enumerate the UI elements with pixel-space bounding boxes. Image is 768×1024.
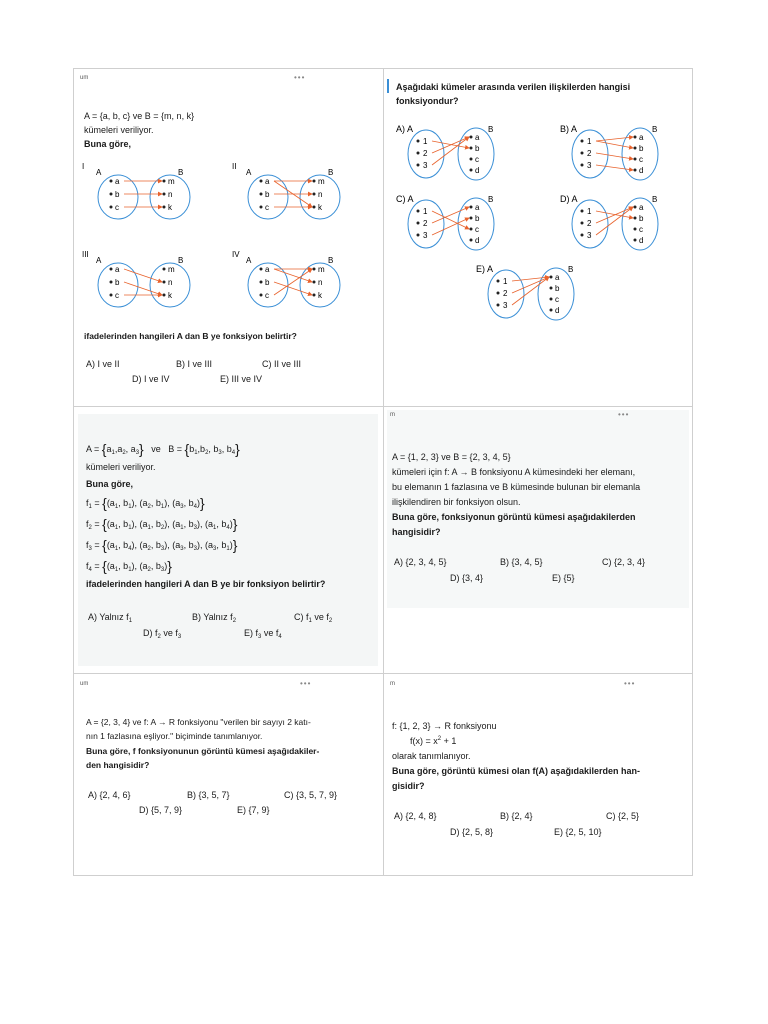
relation-diagrams bbox=[80, 155, 380, 325]
card-tag: m bbox=[390, 412, 395, 418]
more-icon[interactable]: ••• bbox=[300, 679, 312, 688]
question-line-1: Buna göre, görüntü kümesi olan f(A) aşağıdakilerden han- bbox=[392, 766, 641, 776]
description-line-3: ilişkilendiren bir fonksiyon olsun. bbox=[392, 497, 521, 507]
element-dot bbox=[313, 268, 316, 271]
element-b: n bbox=[318, 278, 323, 287]
element-dot bbox=[110, 268, 113, 271]
option-a[interactable]: A) {2, 4, 6} bbox=[88, 790, 131, 800]
element-dot bbox=[110, 180, 113, 183]
element-dot bbox=[470, 158, 473, 161]
element-b: n bbox=[318, 190, 323, 199]
element-dot bbox=[634, 158, 637, 161]
element-dot bbox=[417, 140, 420, 143]
card-tag: um bbox=[80, 75, 89, 81]
option-d[interactable]: D) {3, 4} bbox=[450, 573, 484, 583]
element-dot bbox=[470, 239, 473, 242]
element-b: b bbox=[639, 144, 644, 153]
element-b: d bbox=[639, 166, 644, 175]
option-label[interactable]: B) A bbox=[560, 124, 578, 134]
set-b-label: B bbox=[652, 125, 658, 134]
option-d[interactable]: D) I ve IV bbox=[132, 374, 170, 384]
element-dot bbox=[163, 193, 166, 196]
element-dot bbox=[260, 206, 263, 209]
element-a: b bbox=[265, 278, 270, 287]
element-dot bbox=[110, 294, 113, 297]
option-label[interactable]: E) A bbox=[476, 264, 494, 274]
element-a: c bbox=[115, 203, 119, 212]
option-e[interactable]: E) {2, 5, 10} bbox=[554, 827, 602, 837]
column-divider bbox=[383, 68, 384, 876]
element-b: d bbox=[475, 236, 480, 245]
set-definition: A = {1, 2, 3} ve B = {2, 3, 4, 5} bbox=[392, 452, 511, 462]
set-b-label: B bbox=[178, 168, 184, 177]
card-background bbox=[387, 410, 689, 608]
option-c[interactable]: C) II ve III bbox=[262, 359, 302, 369]
mapping-arrow bbox=[596, 211, 633, 218]
element-dot bbox=[163, 294, 166, 297]
element-b: a bbox=[475, 133, 480, 142]
element-a: 1 bbox=[423, 137, 428, 146]
element-dot bbox=[260, 281, 263, 284]
option-a[interactable]: A) I ve II bbox=[86, 359, 120, 369]
mapping-arrow bbox=[124, 269, 162, 282]
element-a: b bbox=[115, 190, 120, 199]
element-b: d bbox=[475, 166, 480, 175]
element-a: 3 bbox=[423, 161, 428, 170]
element-b: c bbox=[475, 155, 479, 164]
set-a-label: A bbox=[96, 168, 102, 177]
function-f1: $f_1 = \{(a_1$, $b_1$), ($a_2$, $b_1$), ($a_3$, $b_4$)} bbox=[86, 495, 205, 511]
element-a: 1 bbox=[587, 207, 592, 216]
option-c[interactable]: C) {3, 5, 7, 9} bbox=[284, 790, 338, 800]
element-b: b bbox=[475, 214, 480, 223]
element-dot bbox=[581, 234, 584, 237]
buna-gore: Buna göre, bbox=[84, 139, 132, 149]
element-b: c bbox=[475, 225, 479, 234]
description-line: olarak tanımlanıyor. bbox=[392, 751, 471, 761]
element-b: b bbox=[639, 214, 644, 223]
function-f2: $f_2 = \{(a_1$, $b_1$), ($a_1$, $b_2$), ($a_1$, $b_3$), ($a_1$, $b_4$)} bbox=[86, 516, 238, 532]
option-b[interactable]: B) I ve III bbox=[176, 359, 213, 369]
element-dot bbox=[550, 287, 553, 290]
set-definition: $A = \{a_1,a_2$, $a_3$} ve $B = \{b_1,b_2$, $b_3$, $b_4$} bbox=[86, 441, 240, 457]
element-dot bbox=[417, 152, 420, 155]
option-a[interactable]: A) {2, 3, 4, 5} bbox=[394, 557, 447, 567]
element-a: 2 bbox=[587, 149, 592, 158]
element-b: k bbox=[168, 203, 172, 212]
question-line-2: den hangisidir? bbox=[86, 760, 150, 770]
element-dot bbox=[550, 298, 553, 301]
element-b: b bbox=[555, 284, 560, 293]
element-dot bbox=[497, 280, 500, 283]
element-dot bbox=[260, 268, 263, 271]
element-dot bbox=[581, 210, 584, 213]
element-dot bbox=[470, 147, 473, 150]
element-a: 2 bbox=[503, 289, 508, 298]
row-divider-1 bbox=[73, 406, 693, 407]
description-line-1: kümeleri için f: A → B fonksiyonu A kümesindeki her elemanı, bbox=[392, 467, 636, 477]
element-b: k bbox=[168, 291, 172, 300]
mapping-arrow bbox=[596, 165, 633, 170]
question-text: ifadelerinden hangileri A dan B ye bir fonksiyon belirtir? bbox=[86, 579, 326, 589]
function-definition: f: {1, 2, 3} → R fonksiyonu bbox=[392, 721, 497, 731]
element-a: 3 bbox=[587, 231, 592, 240]
element-dot bbox=[163, 180, 166, 183]
element-dot bbox=[634, 206, 637, 209]
function-formula: $f(x) = x^2 + 1$ bbox=[410, 736, 457, 746]
element-b: m bbox=[168, 177, 175, 186]
option-a[interactable]: A) {2, 4, 8} bbox=[394, 811, 437, 821]
element-a: c bbox=[265, 203, 269, 212]
element-a: 3 bbox=[423, 231, 428, 240]
more-icon[interactable]: ••• bbox=[294, 73, 306, 82]
element-a: 2 bbox=[587, 219, 592, 228]
element-dot bbox=[313, 206, 316, 209]
question-line-1: Buna göre, fonksiyonun görüntü kümesi aşağıdakilerden bbox=[392, 512, 636, 522]
mapping-arrow bbox=[432, 141, 469, 148]
element-dot bbox=[313, 193, 316, 196]
option-b[interactable]: B) {3, 4, 5} bbox=[500, 557, 543, 567]
option-b[interactable]: B) {3, 5, 7} bbox=[187, 790, 230, 800]
element-dot bbox=[313, 180, 316, 183]
element-dot bbox=[313, 281, 316, 284]
mapping-arrow bbox=[596, 141, 633, 148]
question-line-1: Buna göre, f fonksiyonunun görüntü kümesi aşağıdakiler- bbox=[86, 746, 320, 756]
element-dot bbox=[634, 228, 637, 231]
element-dot bbox=[581, 222, 584, 225]
element-a: a bbox=[115, 177, 120, 186]
element-dot bbox=[550, 309, 553, 312]
element-a: 2 bbox=[423, 219, 428, 228]
set-definition: A = {a, b, c} ve B = {m, n, k} bbox=[84, 111, 195, 121]
element-a: 1 bbox=[423, 207, 428, 216]
option-d[interactable]: D) $f_2$ ve $f_3$ bbox=[143, 628, 182, 640]
option-b[interactable]: B) {2, 4} bbox=[500, 811, 533, 821]
relation-options bbox=[390, 118, 690, 323]
element-b: k bbox=[318, 203, 322, 212]
question-line-2: fonksiyondur? bbox=[396, 96, 459, 106]
element-dot bbox=[313, 294, 316, 297]
question-line-2: gisidir? bbox=[392, 781, 425, 791]
set-b-label: B bbox=[568, 265, 574, 274]
set-b-label: B bbox=[488, 125, 494, 134]
mapping-arrow bbox=[596, 137, 633, 141]
option-d[interactable]: D) {2, 5, 8} bbox=[450, 827, 494, 837]
element-dot bbox=[581, 152, 584, 155]
element-dot bbox=[550, 276, 553, 279]
more-icon[interactable]: ••• bbox=[618, 410, 630, 419]
element-dot bbox=[417, 210, 420, 213]
element-a: a bbox=[265, 265, 270, 274]
mapping-arrow bbox=[596, 153, 633, 159]
mapping-arrow bbox=[124, 282, 162, 295]
description-line-2: nın 1 fazlasına eşliyor." biçiminde tanımlanıyor. bbox=[86, 731, 263, 741]
element-dot bbox=[163, 206, 166, 209]
element-dot bbox=[417, 164, 420, 167]
element-dot bbox=[470, 228, 473, 231]
given-text: kümeleri veriliyor. bbox=[84, 125, 154, 135]
element-b: k bbox=[318, 291, 322, 300]
element-dot bbox=[634, 169, 637, 172]
given-text: kümeleri veriliyor. bbox=[86, 462, 156, 472]
function-f4: $f_4 = \{(a_1$, $b_1$), ($a_2$, $b_3$)} bbox=[86, 558, 172, 574]
element-dot bbox=[260, 193, 263, 196]
option-c[interactable]: C) {2, 3, 4} bbox=[602, 557, 646, 567]
element-dot bbox=[163, 268, 166, 271]
element-a: a bbox=[265, 177, 270, 186]
element-b: m bbox=[168, 265, 175, 274]
card-tag: um bbox=[80, 681, 89, 687]
more-icon[interactable]: ••• bbox=[624, 679, 636, 688]
element-a: 1 bbox=[587, 137, 592, 146]
element-dot bbox=[110, 281, 113, 284]
element-b: c bbox=[639, 155, 643, 164]
row-divider-2 bbox=[73, 673, 693, 674]
mapping-arrow bbox=[274, 282, 312, 295]
element-dot bbox=[470, 136, 473, 139]
element-dot bbox=[634, 239, 637, 242]
option-label[interactable]: C) A bbox=[396, 194, 414, 204]
element-a: c bbox=[115, 291, 119, 300]
element-dot bbox=[470, 169, 473, 172]
element-dot bbox=[260, 180, 263, 183]
set-b-label: B bbox=[652, 195, 658, 204]
element-dot bbox=[634, 136, 637, 139]
element-a: 2 bbox=[423, 149, 428, 158]
set-b-label: B bbox=[328, 168, 334, 177]
element-a: 3 bbox=[587, 161, 592, 170]
element-dot bbox=[470, 206, 473, 209]
question-text: ifadelerinden hangileri A dan B ye fonksiyon belirtir? bbox=[84, 331, 297, 341]
function-f3: $f_3 = \{(a_1$, $b_4$), ($a_2$, $b_3$), ($a_3$, $b_3$), ($a_3$, $b_1$)} bbox=[86, 537, 238, 553]
element-b: a bbox=[639, 203, 644, 212]
element-dot bbox=[634, 147, 637, 150]
set-b-label: B bbox=[328, 256, 334, 265]
set-a-label: A bbox=[246, 256, 252, 265]
mapping-arrow bbox=[274, 269, 312, 282]
element-dot bbox=[497, 292, 500, 295]
element-b: n bbox=[168, 278, 173, 287]
element-dot bbox=[470, 217, 473, 220]
option-label[interactable]: A) A bbox=[396, 124, 414, 134]
element-b: m bbox=[318, 265, 325, 274]
element-dot bbox=[581, 164, 584, 167]
element-a: b bbox=[115, 278, 120, 287]
diagram-label: III bbox=[82, 250, 89, 259]
set-b-label: B bbox=[178, 256, 184, 265]
element-b: m bbox=[318, 177, 325, 186]
element-b: d bbox=[555, 306, 560, 315]
option-e[interactable]: E) $f_3$ ve $f_4$ bbox=[244, 628, 282, 640]
element-b: a bbox=[555, 273, 560, 282]
element-a: 3 bbox=[503, 301, 508, 310]
diagram-label: IV bbox=[232, 250, 240, 259]
option-e[interactable]: E) {5} bbox=[552, 573, 575, 583]
mapping-arrow bbox=[274, 269, 312, 295]
element-b: a bbox=[639, 133, 644, 142]
element-dot bbox=[417, 222, 420, 225]
option-c[interactable]: C) {2, 5} bbox=[606, 811, 640, 821]
element-dot bbox=[417, 234, 420, 237]
diagram-label: I bbox=[82, 162, 85, 171]
option-label[interactable]: D) A bbox=[560, 194, 578, 204]
element-dot bbox=[163, 281, 166, 284]
element-a: a bbox=[115, 265, 120, 274]
card-tag: m bbox=[390, 681, 395, 687]
element-dot bbox=[634, 217, 637, 220]
option-a[interactable]: A) Yalnız $f_1$ bbox=[88, 612, 133, 624]
element-dot bbox=[260, 294, 263, 297]
element-dot bbox=[110, 193, 113, 196]
element-b: c bbox=[639, 225, 643, 234]
element-b: d bbox=[639, 236, 644, 245]
option-d[interactable]: D) {5, 7, 9} bbox=[139, 805, 183, 815]
element-b: b bbox=[475, 144, 480, 153]
element-dot bbox=[110, 206, 113, 209]
element-b: n bbox=[168, 190, 173, 199]
option-e[interactable]: E) III ve IV bbox=[220, 374, 263, 384]
element-a: 1 bbox=[503, 277, 508, 286]
buna-gore: Buna göre, bbox=[86, 479, 134, 489]
set-a-label: A bbox=[96, 256, 102, 265]
question-line-1: Aşağıdaki kümeler arasında verilen ilişkilerden hangisi bbox=[396, 82, 631, 92]
element-dot bbox=[497, 304, 500, 307]
diagram-label: II bbox=[232, 162, 237, 171]
option-e[interactable]: E) {7, 9} bbox=[237, 805, 270, 815]
set-b-label: B bbox=[488, 195, 494, 204]
option-c[interactable]: C) $f_1$ ve $f_2$ bbox=[294, 612, 333, 624]
description-line-1: A = {2, 3, 4} ve f: A → R fonksiyonu "verilen bir sayıyı 2 katı- bbox=[86, 717, 311, 727]
description-line-2: bu elemanın 1 fazlasına ve B kümesinde bulunan bir elemanla bbox=[392, 482, 641, 492]
set-a-label: A bbox=[246, 168, 252, 177]
element-a: b bbox=[265, 190, 270, 199]
element-dot bbox=[581, 140, 584, 143]
question-line-2: hangisidir? bbox=[392, 527, 441, 537]
element-a: c bbox=[265, 291, 269, 300]
accent-bar bbox=[387, 79, 389, 93]
element-b: a bbox=[475, 203, 480, 212]
option-b[interactable]: B) Yalnız $f_2$ bbox=[192, 612, 237, 624]
element-b: c bbox=[555, 295, 559, 304]
